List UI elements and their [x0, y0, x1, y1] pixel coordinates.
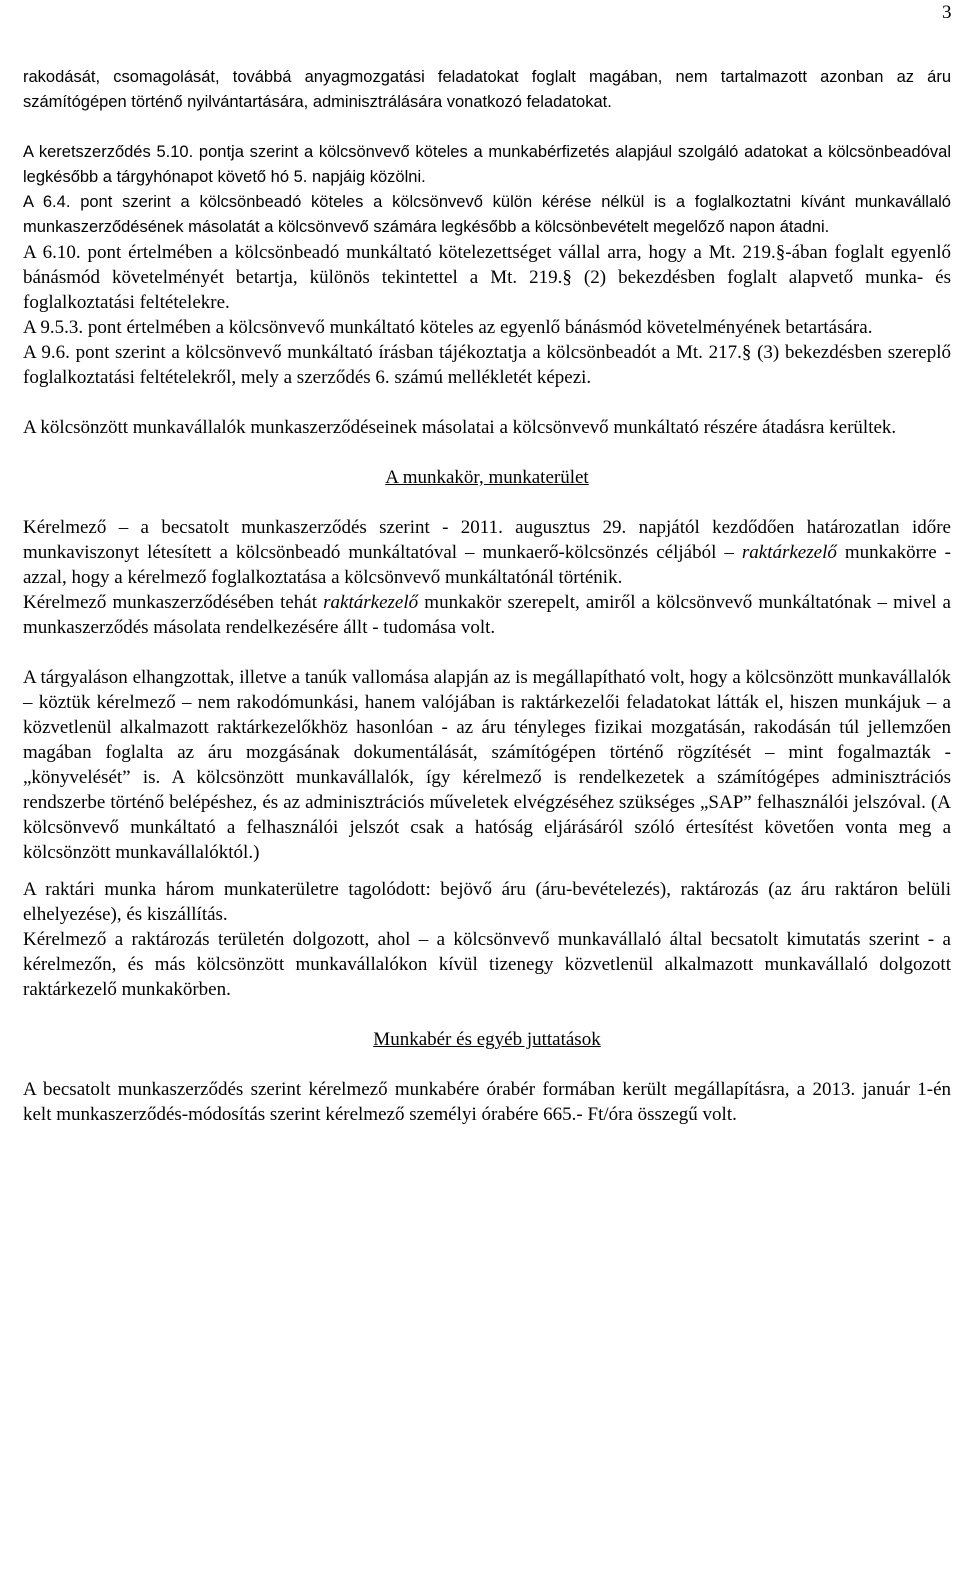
spacer — [23, 440, 951, 465]
job-title-emphasis: raktárkezelő — [741, 542, 837, 563]
job-title-emphasis: raktárkezelő — [323, 592, 419, 613]
paragraph-clause-5-10: A keretszerződés 5.10. pontja szerint a kölcsönvevő köteles a munkabérfizetés alapjául szolgáló adatokat a kölcsönbeadóval legkésőbb a tárgyhónapot követő hó 5. napjáig közölni. — [23, 143, 951, 186]
spacer — [23, 490, 951, 515]
paragraph-storage: Kérelmező a raktározás területén dolgozott, ahol – a kölcsönvevő munkavállaló által becsatolt kimutatás szerint - a kérelmezőn, és más kölcsönzött munkavállalókon kívül tizenegy közvetlenül alkalmazott munkavállaló dolgozott raktárkezelő munkakörben. — [23, 929, 951, 1000]
paragraph-clause-9-6: A 9.6. pont szerint a kölcsönvevő munkáltató írásban tájékoztatja a kölcsönbeadót a Mt. 217.§ (3) bekezdésben szereplő foglalkoztatási feltételekről, mely a szerződés 6. számú mellékletét képezi. — [23, 342, 951, 388]
paragraph-job-title: Kérelmező munkaszerződésében tehát raktárkezelő munkakör szerepelt, amiről a kölcsönvevő munkáltatónak – mivel a munkaszerződés másolata rendelkezésére állt - tudomása volt. — [23, 592, 951, 638]
paragraph-work-areas: A raktári munka három munkaterületre tagolódott: bejövő áru (áru-bevételezés), raktározás (az áru raktáron belüli elhelyezése), és kiszállítás. — [23, 879, 951, 925]
paragraph-clause-6-10: A 6.10. pont értelmében a kölcsönbeadó munkáltató kötelezettséget vállal arra, hogy a Mt. 219.§-ában foglalt egyenlő bánásmód követelményét betartja, különös tekintettel a Mt. 219.§ (2) bekezdésben foglalt alapvető munka- és foglalkoztatási feltételekre. — [23, 242, 951, 313]
paragraph-hearing: A tárgyaláson elhangzottak, illetve a tanúk vallomása alapján az is megállapítható volt, hogy a kölcsönzött munkavállalók – köztük kérelmező – nem rakodómunkási, hanem valójában is raktárkezelői feladatokat látták el, hiszen munkájuk – a közvetlenül alkalmazott raktárkezelőkhöz hasonlóan - az áru tényleges fizikai mozgatásán, rakodásán túl jellemzően magában foglalta az áru mozgásának dokumentálását, számítógépen történő rögzítését – mint fogalmazták - „könyvelését” is. A kölcsönzött munkavállalók, így kérelmező is rendelkezetek a számítógépes adminisztrációs rendszerbe történő belépéshez, és az adminisztrációs műveletek elvégzéséhez szükséges „SAP” felhasználói jelszóval. (A kölcsönvevő munkáltató a felhasználói jelszót csak a hatóság eljárásáról szóló értesítést követően vonta meg a kölcsönzött munkavállalóktól.) — [23, 667, 951, 863]
paragraph-contract-copies: A kölcsönzött munkavállalók munkaszerződéseinek másolatai a kölcsönvevő munkáltató részére átadásra kerültek. — [23, 417, 897, 438]
paragraph-employment: Kérelmező – a becsatolt munkaszerződés szerint - 2011. augusztus 29. napjától kezdődően határozatlan időre munkaviszonyt létesített a kölcsönbeadó munkáltatóval – munkaerő-kölcsönzés céljából – raktárkezelő munkakörre - azzal, hogy a kérelmező foglalkoztatása a kölcsönvevő munkáltatónál történik. — [23, 517, 951, 588]
spacer — [23, 390, 951, 415]
paragraph-wage: A becsatolt munkaszerződés szerint kérelmező munkabére órabér formában került megállapításra, a 2013. január 1-én kelt munkaszerződés-módosítás szerint kérelmező személyi órabére 665.- Ft/óra összegű volt. — [23, 1079, 951, 1125]
paragraph-clause-9-5-3: A 9.5.3. pont értelmében a kölcsönvevő munkáltató köteles az egyenlő bánásmód követelményének betartására. — [23, 317, 873, 338]
section-heading-job: A munkakör, munkaterület — [385, 467, 589, 488]
spacer — [23, 1052, 951, 1077]
document-body — [23, 65, 951, 1127]
section-heading-wage: Munkabér és egyéb juttatások — [373, 1029, 601, 1050]
spacer — [23, 1002, 951, 1027]
spacer — [23, 115, 951, 140]
page-number: 3 — [942, 2, 952, 23]
spacer — [23, 640, 951, 665]
spacer — [23, 865, 951, 877]
paragraph-duties: rakodását, csomagolását, továbbá anyagmozgatási feladatokat foglalt magában, nem tartalmazott azonban az áru számítógépen történő nyilvántartására, adminisztrálására vonatkozó feladatokat. — [23, 68, 951, 111]
paragraph-clause-6-4: A 6.4. pont szerint a kölcsönbeadó köteles a kölcsönvevő külön kérése nélkül is a foglalkoztatni kívánt munkavállaló munkaszerződésének másolatát a kölcsönvevő számára legkésőbb a kölcsönbevételt megelőző napon átadni. — [23, 193, 951, 236]
